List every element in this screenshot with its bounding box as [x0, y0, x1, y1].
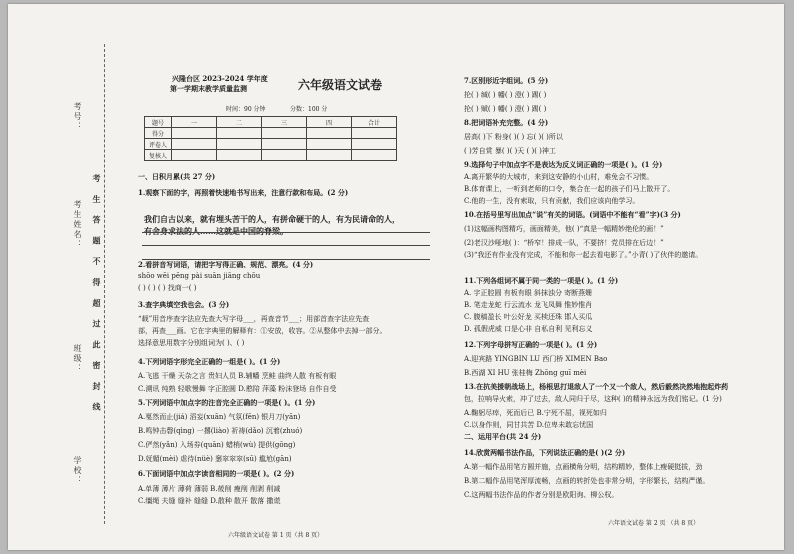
- score-text: 分数：100 分: [290, 106, 328, 113]
- right-line: (3)“我还有作业没有完成，不能和你一起去看电影了。”小青( )了伙伴的邀请。: [464, 251, 703, 259]
- right-line: B. 笔走龙蛇 行云流水 龙飞凤舞 惟妙惟肖: [464, 301, 593, 309]
- exam-sheet: [8, 4, 784, 550]
- kaohao-label: 考号：: [73, 102, 82, 132]
- left-line: 6.下面词语中加点字读音相同的一项是( )。(2 分): [138, 469, 295, 478]
- school-label: 学校：: [73, 456, 82, 486]
- right-line: 11.下列各组词不属于同一类的一项是( )。(1 分): [464, 276, 619, 285]
- right-line: (2)老汉沙哑地( )：“桥窄！排成一队，不要挤！党员排在后边！”: [464, 239, 664, 247]
- right-line: D. 孤假虎威 口是心非 自私自利 见利忘义: [464, 325, 593, 333]
- right-line: 9.选择句子中加点字不是表达为反义词正确的一项是( )。(1 分): [464, 160, 663, 169]
- right-line: 8.把词语补充完整。(4 分): [464, 118, 549, 127]
- left-line: 4.下列词语字形完全正确的一组是( )。(1 分): [138, 357, 281, 366]
- col-header: 四: [307, 117, 352, 128]
- right-line: B.第二幅作品用笔浑厚流畅，点画的转折处也非常分明，字形繁长，结构严谨。: [464, 477, 710, 485]
- left-line: 一、日积月累(共 27 分): [138, 172, 216, 181]
- right-line: C.他的一生，没有索取，只有贡献，我们应该向他学习。: [464, 197, 640, 205]
- col-header: 合计: [352, 117, 397, 128]
- left-line: 有舍身求法的人……这就是中国的脊梁。: [144, 226, 288, 236]
- footer-left: 六年级语文试卷 第 1 页（共 8 页）: [228, 532, 324, 539]
- left-line: shōo wēi pēng pài suān jiāng chōu: [138, 272, 261, 280]
- right-line: 居高( )下 粉身( )( ) 忘( )( )所以: [464, 133, 563, 141]
- seal-dashed-line: [104, 44, 105, 524]
- left-line: ( ) ( ) ( ) 找商一( ): [138, 284, 197, 292]
- right-line: 13.在抗美援朝战场上，杨根思打退敌人了一个又一个敌人，然后毅然决然地抱起炸药: [464, 382, 729, 391]
- exam-heading: 第一学期末教学质量监测: [170, 84, 247, 93]
- right-line: 包，拉响导火索，冲了过去，敌人同归于尽，这种( )的精神永远为我们铭记。(1 分): [464, 395, 722, 403]
- seal-margin: [8, 4, 128, 550]
- row-label: 得分: [145, 128, 172, 139]
- page-title: 六年级语文试卷: [298, 78, 383, 92]
- score-row: [145, 150, 397, 161]
- left-line: 2.看拼音写词语，请把字写得正确、规范、漂亮。(4 分): [138, 260, 314, 269]
- score-header-row: [145, 117, 397, 128]
- writing-lines: [142, 232, 430, 260]
- row-label: 复核人: [145, 150, 172, 161]
- right-line: 抡( ) 缄( ) 幡( ) 澄( ) 踢( ): [464, 91, 547, 99]
- right-line: A. 字正腔圆 有板有眼 斜抹浊分 寄断燕姗: [464, 289, 593, 297]
- score-table: [144, 116, 397, 161]
- left-line: D.妩媚(mèi) 虐待(nüè) 窸窣窣窣(sū) 尴尬(gān): [138, 455, 292, 463]
- right-line: C. 腹稿盈长 叶公好龙 买椟还珠 邯人买瓜: [464, 313, 593, 321]
- right-line: 10.在括号里写出加点“说”有关的词语。(词语中不能有“看”字)(3 分): [464, 210, 681, 219]
- right-line: C.以身作则，同甘共苦 D.位卑未敢忘忧国: [464, 421, 594, 429]
- left-line: 选择意思用数字分别组词为( )、( ): [138, 339, 245, 347]
- right-line: B.体育课上，一听到老师的口令，集合在一起的孩子们马上散开了。: [464, 185, 675, 193]
- right-line: ( )芳自赏 暴( )( )天 ( )( )神工: [464, 147, 556, 155]
- right-line: 7.区别形近字组词。(5 分): [464, 76, 549, 85]
- col-header: 二: [217, 117, 262, 128]
- col-header: 三: [262, 117, 307, 128]
- left-line: C.俨然(yǎn) 入场券(quān) 蜡梢(wù) 提供(gōng): [138, 441, 296, 449]
- left-line: 我们自古以来，就有埋头苦干的人，有拼命硬干的人，有为民请命的人，: [144, 214, 400, 224]
- seal-line-text: 考 生 答 题 不 得 超 过 此 密 封 线: [92, 174, 102, 416]
- time-text: 时间：90 分钟: [226, 106, 266, 113]
- left-line: C.溯讯 纯熟 轻歌慢舞 字正腔圆 D.憨陪 萍藻 粉沫登场 自作自受: [138, 385, 337, 393]
- left-line: 部，再查___画。它在字典里的解释有：①安放，收容。②从整体中去掉一部分。: [138, 327, 387, 335]
- left-line: “载”用音序查字法应先查大写字母___，再查音节___；用部首查字法应先查: [138, 315, 370, 323]
- row-label: 评卷人: [145, 139, 172, 150]
- district-heading: 兴隆台区 2023-2024 学年度: [172, 74, 268, 83]
- right-line: C.这两幅书法作品的作者分别是欧阳询、柳公权。: [464, 491, 619, 499]
- col-header: 题号: [145, 117, 172, 128]
- left-line: A.飞逃 干燥 天杂之言 贵妇人员 B.辅幡 烹鲑 曲终人散 有板有眼: [138, 372, 337, 380]
- left-line: A.单薄 薄片 薄荷 薄弱 B.莜削 瘦削 削剥 削减: [138, 485, 281, 493]
- right-line: A.鞠躬尽瘁，死而后已 B.宁死不屈，视死如归: [464, 409, 607, 417]
- right-line: 12.下列字母拼写正确的一项是( )。(1 分): [464, 340, 598, 349]
- left-line: C.缰绳 夫缝 缝补 缝缝 D.散种 散开 散落 撒谎: [138, 497, 281, 505]
- right-line: A.离开繁华的大城市，来到这安静的小山村，难免会不习惯。: [464, 173, 654, 181]
- class-label: 班级：: [73, 344, 82, 374]
- right-line: B.西湖 XI HU 张桂梅 Zhōng guī mèi: [464, 369, 587, 377]
- col-header: 一: [172, 117, 217, 128]
- name-label: 考生姓名：: [73, 200, 82, 250]
- right-line: 二、运用平台(共 24 分): [464, 432, 542, 441]
- footer-right: 六年语文试卷 第 2 页 （共 8 页）: [608, 520, 700, 527]
- left-line: 5.下列词语中加点字的注音完全正确的一项是( )。(1 分): [138, 398, 316, 407]
- right-line: A.迎宾路 YINGBIN LU 西门桥 XIMEN Bao: [464, 355, 608, 363]
- score-row: [145, 128, 397, 139]
- left-line: 3.查字典填空我也会。(3 分): [138, 300, 230, 309]
- score-row: [145, 139, 397, 150]
- right-line: A.第一幅作品用笔方圆并施，点画横角分明，结构精妙，整体上瘦硬挺拔，劲: [464, 463, 703, 471]
- left-line: 1.观察下面的字，再照着快速地书写出来，注意行款和布局。(2 分): [138, 188, 349, 197]
- left-line: B.鸣钟击磬(qìng) 一撂(liào) 祈祷(dǎo) 沉着(zhuó): [138, 427, 303, 435]
- right-line: (1)这幅画构图精巧，画面精美，他( )“真是一幅精妙绝伦的画！”: [464, 225, 664, 233]
- left-line: A.戛然而止(jiá) 滔妄(xuān) 气氛(fēn) 银月刀(yān): [138, 413, 301, 421]
- right-line: 抡( ) 赋( ) 幡( ) 澄( ) 踢( ): [464, 105, 547, 113]
- right-line: 14.欣赏两幅书法作品，下列说法正确的是( )(2 分): [464, 448, 626, 457]
